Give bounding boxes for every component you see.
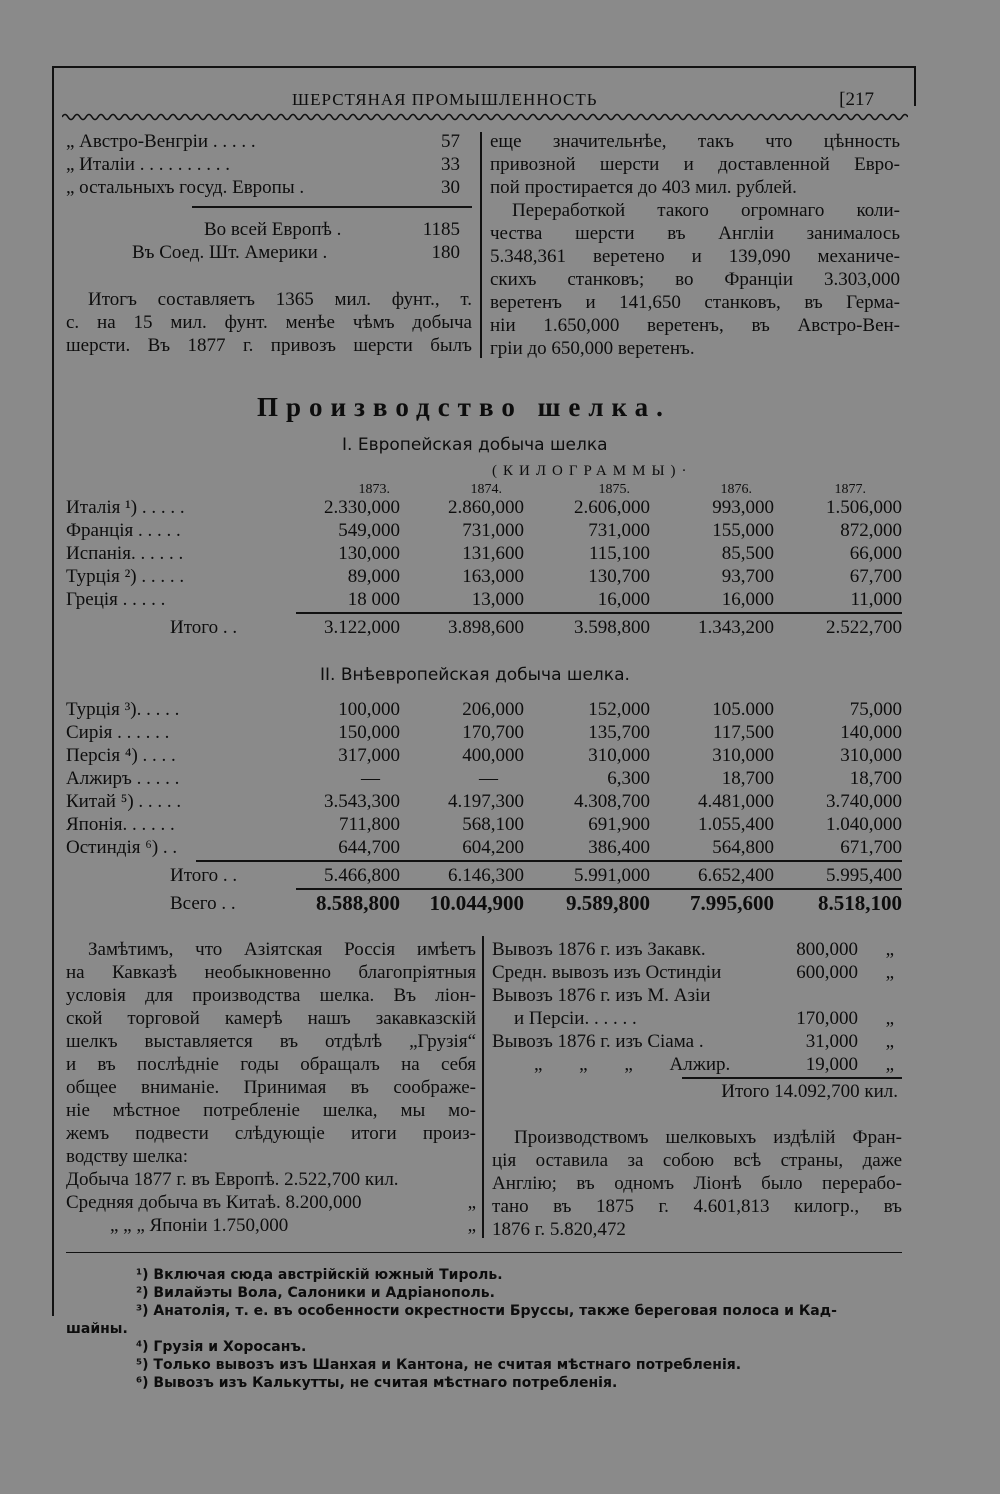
left-border <box>52 66 54 1316</box>
list-item: Вывозъ 1876 г. изъ Закавк. 800,000 „ <box>492 939 894 960</box>
top-left-column <box>66 130 472 199</box>
list-item: Средн. вывозъ изъ Остиндіи 600,000 „ <box>492 962 894 983</box>
list-item: и Персіи. . . . . . 170,000 „ <box>514 1008 894 1029</box>
table-header-row: 1873. 1874. 1875. 1876. 1877. <box>358 482 866 497</box>
table-row: Турція ²) . . . . . 89,000 163,000 130,700 93,700 67,700 <box>66 566 902 587</box>
top-border <box>52 66 916 68</box>
table-grand-total-row: Всего . . 8.588,800 10.044,900 9.589,800 7.995,600 8.518,100 <box>170 891 902 915</box>
top-right-column: еще значительнѣе, такъ что цѣнность привозной шерсти и доставленной Евро- пой простирается до 403 мил. рублей. Переработкой такого огромнаго коли- чества шерсти въ Англіи занималось 5.348,361 веретено и 139,090 механиче- скихъ станковъ; во Франціи 3.303,000 веретенъ и 141,650 станковъ, въ Герма- ніи 1.650,000 веретенъ, въ Австро-Вен- гріи до 650,000 веретенъ. <box>490 131 900 359</box>
header-title: ШЕРСТЯНАЯ ПРОМЫШЛЕННОСТЬ <box>292 90 598 109</box>
table-row: Турція ³). . . . . 100,000 206,000 152,000 105.000 75,000 <box>66 699 902 720</box>
table-row: Китай ⁵) . . . . . 3.543,300 4.197,300 4.308,700 4.481,000 3.740,000 <box>66 791 902 812</box>
table-row: Алжиръ . . . . . — — 6,300 18,700 18,700 <box>66 768 902 789</box>
table2-title: II. Внѣевропейская добыча шелка. <box>320 665 630 685</box>
spacer <box>492 1103 902 1126</box>
footnote-rule <box>66 1252 902 1253</box>
subtotal-rule <box>192 206 472 208</box>
footnote: ⁶) Вывозъ изъ Калькутты, не считая мѣстнаго потребленія. <box>136 1375 618 1391</box>
list-item: Средняя добыча въ Китаѣ. 8.200,000 „ <box>66 1192 476 1213</box>
total-row: Итого 14.092,700 кил. <box>721 1081 898 1102</box>
running-header <box>52 88 916 112</box>
grand-total-rule <box>296 888 902 890</box>
table1-total-rule <box>296 612 902 614</box>
list-item: „ Италіи . . . . . . . . . . 33 <box>66 154 460 175</box>
footnote: ²) Вилайэты Вола, Салоники и Адріанополь. <box>136 1285 495 1301</box>
table-row: Франція . . . . . 549,000 731,000 731,000 155,000 872,000 <box>66 520 902 541</box>
footnote: шайны. <box>66 1321 128 1337</box>
page <box>52 66 916 1466</box>
top-left-paragraph: Итогъ составляетъ 1365 мил. фунт., т. с. на 15 мил. фунт. менѣе чѣмъ добыча шерсти. Въ 1877 г. привозъ шерсти былъ <box>66 289 472 356</box>
column-separator <box>480 132 482 358</box>
bottom-right-column: Вывозъ 1876 г. изъ Закавк. 800,000 „ Средн. вывозъ изъ Остиндіи 600,000 „ Вывозъ 1876 г. изъ М. Азіи и Персіи. . . . . . 170,000 „ Вывозъ 1876 г. изъ Сіама . 31,000 „ „ „ „ Алжир. 19,000 „ Итого 14.092,700 кил. Производствомъ шелковыхъ издѣлій Фран- ція оставила за собою всѣ страны, даже Англію; въ одномъ Ліонѣ было перерабо- тано въ 1875 г. 4.601,813 килогр., въ 1876 г. 5.820,472 <box>492 939 902 1240</box>
section-title: Производство шелка. <box>257 392 671 422</box>
table1-title: I. Европейская добыча шелка <box>342 435 608 455</box>
table-row: Испанія. . . . . . 130,000 131,600 115,100 85,500 66,000 <box>66 543 902 564</box>
column-separator <box>482 936 484 1238</box>
table2-total-rule <box>196 860 902 862</box>
footnotes <box>66 1266 902 1392</box>
list-item: „ „ „ Алжир. 19,000 „ <box>534 1054 894 1075</box>
top-left-totals <box>66 218 472 264</box>
table-row: Сирія . . . . . . 150,000 170,700 135,700 117,500 140,000 <box>66 722 902 743</box>
table-row: Италія ¹) . . . . . 2.330,000 2.860,000 2.606,000 993,000 1.506,000 <box>66 497 902 518</box>
list-item: „ Австро-Венгріи . . . . . 57 <box>66 131 460 152</box>
list-item: „ „ „ Японіи 1.750,000 „ <box>110 1215 476 1236</box>
total-row: Въ Соед. Шт. Америки . 180 <box>132 242 460 263</box>
footnote: ⁵) Только вывозъ изъ Шанхая и Кантона, не считая мѣстнаго потребленія. <box>136 1357 742 1373</box>
footnote: ⁴) Грузія и Хоросанъ. <box>136 1339 307 1355</box>
table1-unit: (КИЛОГРАММЫ)· <box>492 463 693 479</box>
footnote: ³) Анатолія, т. е. въ особенности окрестности Бруссы, также береговая полоса и Кад- <box>136 1303 837 1319</box>
wavy-rule <box>62 112 908 122</box>
list-item: Добыча 1877 г. въ Европѣ. 2.522,700 кил. <box>66 1169 399 1190</box>
table-total-row: Итого . . 5.466,800 6.146,300 5.991,000 6.652,400 5.995,400 <box>170 865 902 886</box>
list-item: Вывозъ 1876 г. изъ Сіама . 31,000 „ <box>492 1031 894 1052</box>
bottom-left-column: Замѣтимъ, что Азіятская Россія имѣетъ на Кавказѣ необыкновенно благопріятныя условія для производства шелка. Въ ліон- ской торговой камерѣ нашъ закавказскій шелкъ выставляется въ отдѣлѣ „Грузія“ и въ послѣдніе годы обращалъ на себя общее вниманіе. Принимая въ соображе- ніе мѣстное потребленіе шелка, мы мо- жемъ подвести слѣдующіе итоги произ- водству шелка: Добыча 1877 г. въ Европѣ. 2.522,700 кил. Средняя добыча въ Китаѣ. 8.200,000 „ „ „ „ Японіи 1.750,000 „ <box>66 939 476 1236</box>
table-total-row: Итого . . 3.122,000 3.898,600 3.598,800 1.343,200 2.522,700 <box>170 617 902 638</box>
total-row: Во всей Европѣ . 1185 <box>204 219 460 240</box>
list-item: Вывозъ 1876 г. изъ М. Азіи <box>492 985 711 1006</box>
page-number: [217 <box>839 89 874 110</box>
table-row: Японія. . . . . . 711,800 568,100 691,900 1.055,400 1.040,000 <box>66 814 902 835</box>
footnote: ¹) Включая сюда австрійскій южный Тироль. <box>136 1267 503 1283</box>
table-row: Остиндія ⁶) . . 644,700 604,200 386,400 564,800 671,700 <box>66 837 902 858</box>
bottom-right-total-rule <box>682 1077 902 1079</box>
table-row: Греція . . . . . 18 000 13,000 16,000 16,000 11,000 <box>66 589 902 610</box>
table-row: Персія ⁴) . . . . 317,000 400,000 310,000 310,000 310,000 <box>66 745 902 766</box>
list-item: „ остальныхъ госуд. Европы . 30 <box>66 177 460 198</box>
